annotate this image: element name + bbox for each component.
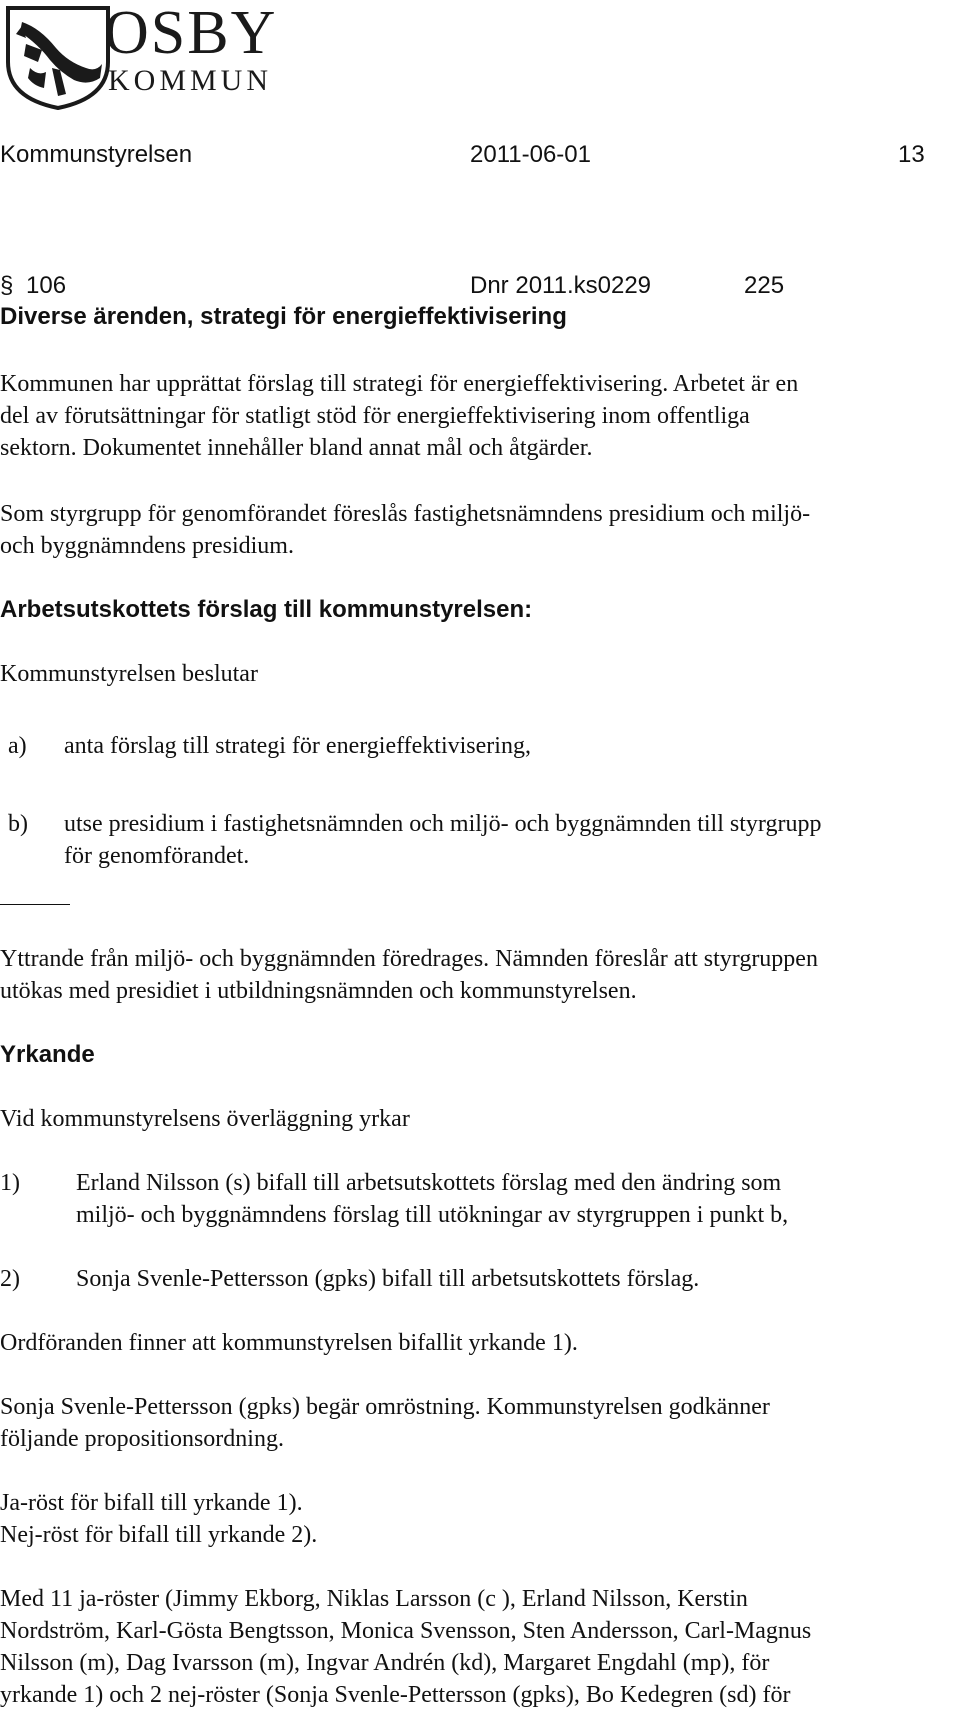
item-line: utse presidium i fastighetsnämnden och miljö- och byggnämnden till styrgrupp: [64, 811, 822, 837]
statement-line: Yttrande från miljö- och byggnämnden föredrages. Nämnden föreslår att styrgruppen: [0, 946, 818, 972]
decision-intro: Kommunstyrelsen beslutar: [0, 661, 258, 687]
proposal-heading: Arbetsutskottets förslag till kommunstyrelsen:: [0, 596, 533, 623]
motion-label: 2): [0, 1266, 20, 1292]
motion-label: 1): [0, 1170, 20, 1196]
header-date: 2011-06-01: [470, 141, 591, 168]
chair-finding: Ordföranden finner att kommunstyrelsen bifallit yrkande 1).: [0, 1330, 578, 1356]
debate-intro: Vid kommunstyrelsens överläggning yrkar: [0, 1106, 410, 1132]
steering-group-paragraph: [0, 498, 810, 562]
archive-code: 225: [744, 272, 785, 299]
intro-line: del av förutsättningar för statligt stöd för energieffektivisering inom offentliga: [0, 403, 750, 429]
item-label: b): [8, 811, 28, 837]
diary-number: Dnr 2011.ks0229: [470, 272, 652, 299]
result-line: Nordström, Karl-Gösta Bengtsson, Monica Svensson, Sten Andersson, Carl-Magnus: [0, 1618, 812, 1644]
steering-line: Som styrgrupp för genomförandet föreslås fastighetsnämndens presidium och miljö-: [0, 501, 811, 527]
result-line: yrkande 1) och 2 nej-röster (Sonja Svenle-Pettersson (gpks), Bo Kedegren (sd) för: [0, 1682, 791, 1708]
motion-line: Erland Nilsson (s) bifall till arbetsutskottets förslag med den ändring som: [76, 1170, 782, 1196]
intro-line: sektorn. Dokumentet innehåller bland annat mål och åtgärder.: [0, 435, 593, 461]
intro-paragraph: [0, 368, 798, 464]
vote-request-line: Sonja Svenle-Pettersson (gpks) begär omröstning. Kommunstyrelsen godkänner: [0, 1394, 770, 1420]
decision-item-a: [0, 730, 531, 762]
motion-line: Sonja Svenle-Pettersson (gpks) bifall till arbetsutskottets förslag.: [76, 1266, 700, 1292]
vote-order-line: Ja-röst för bifall till yrkande 1).: [0, 1490, 303, 1516]
vote-request-paragraph: [0, 1391, 770, 1455]
vote-result-paragraph: [0, 1583, 811, 1711]
logo-wordmark: OSBY: [104, 0, 278, 67]
result-line: Med 11 ja-röster (Jimmy Ekborg, Niklas Larsson (c ), Erland Nilsson, Kerstin: [0, 1586, 748, 1612]
item-label: a): [8, 733, 27, 759]
steering-line: och byggnämndens presidium.: [0, 533, 294, 559]
vote-order: [0, 1487, 317, 1551]
header-page-number: 13: [898, 141, 925, 168]
yrkande-heading: Yrkande: [0, 1041, 95, 1068]
vote-request-line: följande propositionsordning.: [0, 1426, 284, 1452]
committee-statement: [0, 943, 818, 1007]
vote-order-line: Nej-röst för bifall till yrkande 2).: [0, 1522, 318, 1548]
motion-line: miljö- och byggnämndens förslag till utökningar av styrgruppen i punkt b,: [76, 1202, 789, 1228]
motion-1: [0, 1167, 788, 1231]
motion-2: [0, 1263, 699, 1295]
paragraph-symbol: §: [0, 272, 14, 299]
logo-subtitle: KOMMUN: [108, 64, 273, 97]
result-line: Nilsson (m), Dag Ivarsson (m), Ingvar Andrén (kd), Margaret Engdahl (mp), för: [0, 1650, 770, 1676]
header-organization: Kommunstyrelsen: [0, 141, 193, 168]
intro-line: Kommunen har upprättat förslag till strategi för energieffektivisering. Arbetet är en: [0, 371, 799, 397]
section-divider: [0, 904, 70, 905]
statement-line: utökas med presidiet i utbildningsnämnden och kommunstyrelsen.: [0, 978, 637, 1004]
paragraph-title: Diverse ärenden, strategi för energieffektivisering: [0, 303, 567, 330]
item-line: för genomförandet.: [64, 843, 250, 869]
decision-item-b: [0, 808, 821, 872]
item-line: anta förslag till strategi för energieffektivisering,: [64, 733, 531, 759]
paragraph-number: 106: [26, 272, 67, 299]
